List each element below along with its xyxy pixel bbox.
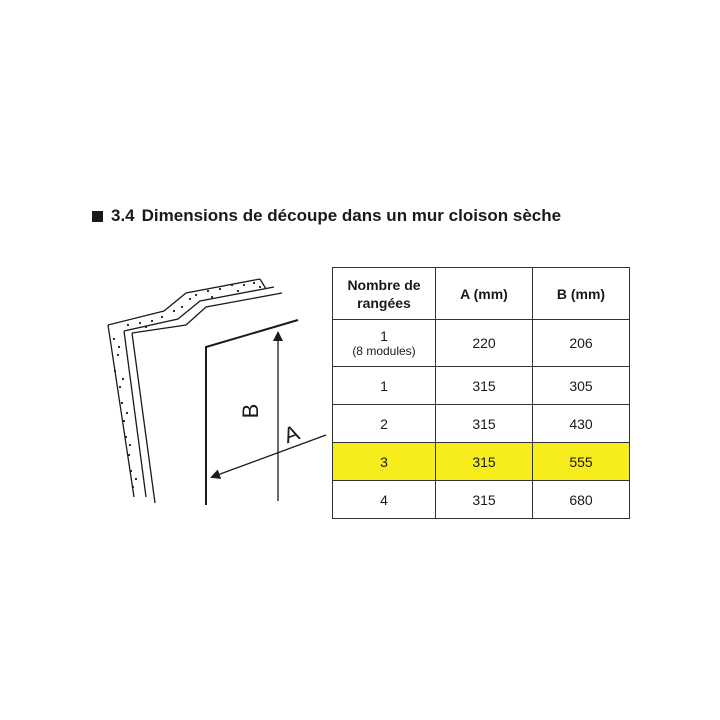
cell-rows-count: 4 [333,481,436,519]
cell-a: 315 [436,481,533,519]
cell-rows-count: 1 [333,367,436,405]
cell-rows-count: 3 [333,443,436,481]
table-row [333,481,630,519]
table-row [333,320,630,367]
table-row [333,405,630,443]
cell-b: 206 [533,320,630,367]
cell-b: 680 [533,481,630,519]
rows-count-note: (8 modules) [352,343,416,358]
table-row-highlighted [333,443,630,481]
wall-board-outline [108,279,282,503]
label-a: A [280,419,303,449]
cell-b: 305 [533,367,630,405]
cell-rows-count [333,320,436,367]
table-row [333,367,630,405]
cell-b: 555 [533,443,630,481]
cell-a: 220 [436,320,533,367]
dimension-arrows [212,333,326,501]
cell-a: 315 [436,405,533,443]
cell-a: 315 [436,443,533,481]
rows-count-value: 1 [380,327,388,344]
cell-b: 430 [533,405,630,443]
dimension-a-arrow [212,435,326,477]
header-a: A (mm) [436,268,533,320]
table-header-row [333,268,630,320]
section-heading [92,206,561,226]
label-b: B [238,403,263,419]
cutout-dimensions-table [332,267,630,519]
cell-a: 315 [436,367,533,405]
header-rows-count: Nombre de rangées [333,268,436,320]
section-title: Dimensions de découpe dans un mur cloison sèche [141,206,562,225]
drywall-cutout-diagram [100,255,332,515]
insulation-dots [113,282,261,488]
cell-rows-count: 2 [333,405,436,443]
bullet-square-icon [92,211,103,222]
section-number: 3.4 [111,206,135,225]
header-b: B (mm) [533,268,630,320]
